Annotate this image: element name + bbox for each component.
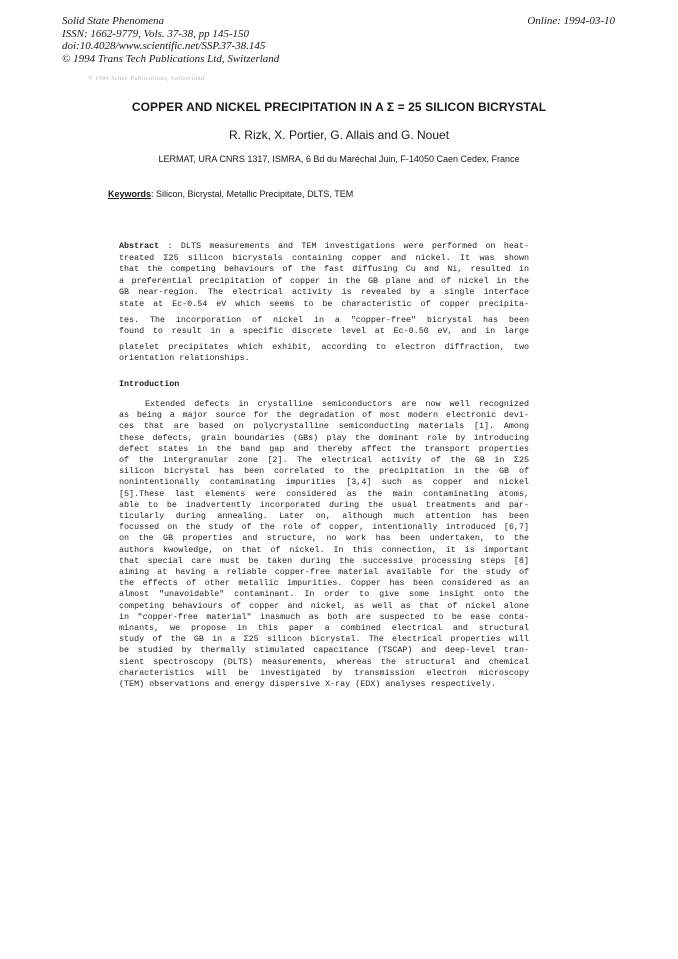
intro-line: (TEM) observations and energy dispersive X-ray (EDX) analyses respectively.: [119, 679, 496, 690]
journal-doi: doi:10.4028/www.scientific.net/SSP.37-38.145: [62, 40, 266, 52]
abstract-line: state at Ec-0.54 eV which seems to be characteristic of copper precipita-: [119, 298, 529, 309]
intro-line: minants, we propose in this paper a combined electrical and structural: [119, 623, 529, 634]
intro-line: aiming at having a reliable copper-free material available for the study of: [119, 567, 529, 578]
keywords-line: [108, 189, 353, 199]
abstract-label: Abstract: [119, 241, 160, 251]
abstract-line: that the competing behaviours of the fast diffusing Cu and Ni, resulted in: [119, 264, 529, 275]
introduction-heading: Introduction: [119, 379, 180, 389]
keywords-label: Keywords: [108, 189, 152, 199]
intro-line: silicon bicrystal has been correlated to the precipitation in the GB of: [119, 466, 529, 477]
paper-title: COPPER AND NICKEL PRECIPITATION IN A Σ = 25 SILICON BICRYSTAL: [131, 100, 547, 114]
faded-copyright-line: © 1994 Scitec Publications, Switzerland: [88, 76, 205, 82]
abstract-block: [119, 241, 529, 365]
abstract-line: treated Σ25 silicon bicrystals containing copper and nickel. It was shown: [119, 252, 529, 263]
abstract-line: platelet precipitates which exhibit, according to electron diffraction, two: [119, 341, 529, 352]
intro-line: competing behaviours of copper and nickel, as well as that of nickel alone: [119, 600, 529, 611]
intro-line: as being a major source for the degradation of most modern electronic devi-: [119, 410, 529, 421]
abstract-line: tes. The incorporation of nickel in a "copper-free" bicrystal has been: [119, 314, 529, 325]
online-date: Online: 1994-03-10: [527, 15, 615, 27]
intro-line: sient spectroscopy (DLTS) measurements, whereas the structural and chemical: [119, 656, 529, 667]
journal-name: Solid State Phenomena: [62, 15, 165, 27]
paper-affiliation: LERMAT, URA CNRS 1317, ISMRA, 6 Bd du Maréchal Juin, F-14050 Caen Cedex, France: [158, 154, 520, 164]
intro-line: in "copper-free material" inasmuch as both are suspected to be ease conta-: [119, 611, 529, 622]
intro-line: ticularly during annealing. Later on, although much attention has been: [119, 511, 529, 522]
abstract-line: a preferential precipitation of copper in the GB plane and of nickel in the: [119, 275, 529, 286]
intro-line: [5].These last elements were considered as the main contaminating atoms,: [119, 488, 529, 499]
journal-header: [62, 15, 279, 65]
intro-line: the effects of other metallic impurities. Copper has been considered as an: [119, 578, 529, 589]
intro-line: Extended defects in crystalline semiconductors are now well recognized: [145, 399, 529, 409]
intro-line: almost "unavoidable" contaminant. In order to give some insight onto the: [119, 589, 529, 600]
journal-issn: ISSN: 1662-9779, Vols. 37-38, pp 145-150: [62, 27, 249, 40]
intro-line: these defects, grain boundaries (GBs) play the dominant role by introducing: [119, 432, 529, 443]
intro-line: defect states in the band gap and thereby affect the transport properties: [119, 443, 529, 454]
abstract-line: GB near-region. The electrical activity is revealed by a single interface: [119, 287, 529, 298]
intro-line: study of the GB in a Σ25 silicon bicrystal. The electrical properties will: [119, 634, 529, 645]
intro-line: ces that are based on polycrystalline semiconducting materials [1]. Among: [119, 421, 529, 432]
keywords-text: : Silicon, Bicrystal, Metallic Precipitate, DLTS, TEM: [151, 189, 354, 199]
intro-line: nonintentionally contaminating impurities [3,4] such as copper and nickel: [119, 477, 529, 488]
intro-line: be studied by thermally stimulated capacitance (TSCAP) and deep-level tran-: [119, 645, 529, 656]
introduction-body: [119, 399, 529, 690]
abstract-line: Abstract : DLTS measurements and TEM investigations were performed on heat-: [119, 241, 529, 251]
intro-line: that special care must be taken during the successive processing steps [8]: [119, 555, 529, 566]
intro-line: of the intergranular zone [2]. The electrical activity of the GB in Σ25: [119, 455, 529, 466]
intro-line: able to be inadvertently incorporated during the usual treatments and par-: [119, 499, 529, 510]
intro-line: on the GB properties and structure, no work has been undertaken, to the: [119, 533, 529, 544]
paper-authors: R. Rizk, X. Portier, G. Allais and G. Nouet: [228, 128, 450, 142]
intro-line: focussed on the study of the role of copper, intentionally introduced [6,7]: [119, 522, 529, 533]
journal-copyright: © 1994 Trans Tech Publications Ltd, Switzerland: [62, 52, 280, 65]
abstract-line: orientation relationships.: [119, 353, 250, 364]
intro-line: authors kwowledge, on that of nickel. In this connection, it is important: [119, 544, 529, 555]
intro-line: characteristics will be investigated by transmission electron microscopy: [119, 667, 529, 678]
abstract-line: found to result in a specific discrete level at Ec-0.50 eV, and in large: [119, 326, 529, 337]
